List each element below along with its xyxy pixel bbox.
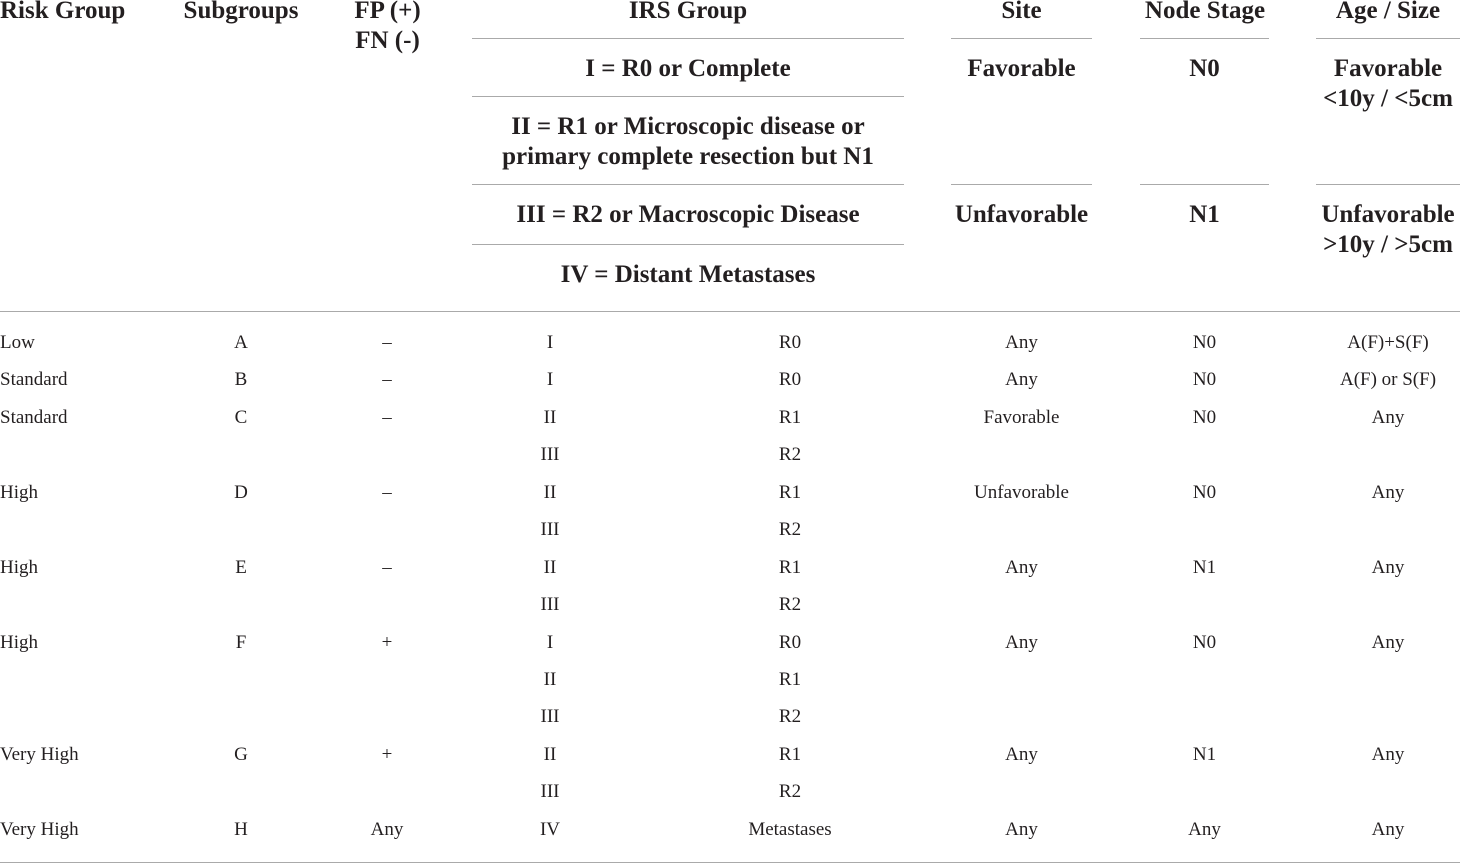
cell-subgroup: C (234, 407, 248, 428)
header-fp-line1: FP (+) (354, 0, 421, 24)
cell-risk-group: Standard (0, 369, 68, 390)
header-bottom-rule (0, 311, 1460, 312)
cell-subgroup: E (235, 557, 247, 578)
irs-rule-3 (472, 184, 904, 185)
cell-irs-group: I (546, 332, 554, 353)
cell-resection: R0 (778, 369, 802, 390)
header-node-stage: Node Stage (1144, 0, 1266, 24)
age-favorable-range: <10y / <5cm (1323, 85, 1453, 112)
cell-age-size: A(F) or S(F) (1339, 369, 1437, 390)
age-rule-1 (1316, 38, 1460, 39)
cell-age-size: Any (1371, 482, 1405, 503)
cell-risk-group: Low (0, 332, 35, 353)
cell-irs-group: II (543, 744, 557, 765)
age-rule-2 (1316, 184, 1460, 185)
cell-age-size: Any (1371, 557, 1405, 578)
cell-age-size: Any (1371, 407, 1405, 428)
cell-site: Favorable (983, 407, 1060, 428)
cell-fp-fn: + (381, 632, 393, 653)
cell-age-size: Any (1371, 819, 1405, 840)
irs-level-1: I = R0 or Complete (585, 55, 791, 82)
cell-subgroup: H (234, 819, 248, 840)
cell-node-stage: N0 (1192, 482, 1217, 503)
irs-level-2a: II = R1 or Microscopic disease or (511, 113, 865, 140)
cell-irs-group: II (543, 669, 557, 690)
header-fp-line2: FN (-) (355, 27, 420, 54)
cell-resection: R0 (778, 632, 802, 653)
cell-risk-group: Very High (0, 744, 79, 765)
cell-age-size: A(F)+S(F) (1347, 332, 1429, 353)
cell-resection: R1 (778, 482, 802, 503)
age-unfavorable: Unfavorable (1321, 201, 1455, 228)
cell-irs-group: II (543, 482, 557, 503)
cell-resection: R1 (778, 669, 802, 690)
site-rule-1 (951, 38, 1092, 39)
cell-resection: R2 (778, 444, 802, 465)
cell-risk-group: High (0, 632, 38, 653)
cell-irs-group: III (540, 781, 560, 802)
age-unfavorable-range: >10y / >5cm (1323, 231, 1453, 258)
cell-resection: R2 (778, 594, 802, 615)
cell-subgroup: G (234, 744, 248, 765)
cell-irs-group: II (543, 407, 557, 428)
cell-resection: Metastases (748, 819, 832, 840)
cell-site: Any (1005, 332, 1038, 353)
cell-node-stage: N0 (1192, 407, 1217, 428)
cell-node-stage: N0 (1192, 632, 1217, 653)
cell-fp-fn: – (382, 332, 392, 353)
cell-risk-group: Standard (0, 407, 68, 428)
cell-resection: R2 (778, 781, 802, 802)
cell-risk-group: Very High (0, 819, 79, 840)
header-age-size: Age / Size (1335, 0, 1441, 24)
cell-site: Any (1005, 557, 1038, 578)
cell-fp-fn: – (382, 369, 392, 390)
cell-node-stage: N0 (1192, 369, 1217, 390)
irs-level-4: IV = Distant Metastases (560, 261, 816, 288)
cell-risk-group: High (0, 557, 38, 578)
cell-resection: R1 (778, 557, 802, 578)
cell-fp-fn: – (382, 482, 392, 503)
cell-resection: R2 (778, 706, 802, 727)
cell-irs-group: III (540, 519, 560, 540)
cell-irs-group: I (546, 369, 554, 390)
cell-subgroup: F (235, 632, 247, 653)
node-n1: N1 (1189, 201, 1220, 228)
header-irs-group: IRS Group (628, 0, 748, 24)
table-bottom-rule (0, 862, 1460, 863)
node-rule-2 (1140, 184, 1269, 185)
cell-fp-fn: Any (370, 819, 404, 840)
cell-node-stage: N0 (1192, 332, 1217, 353)
cell-subgroup: B (234, 369, 248, 390)
cell-risk-group: High (0, 482, 38, 503)
cell-site: Unfavorable (974, 482, 1069, 503)
cell-site: Any (1005, 369, 1038, 390)
header-site: Site (1001, 0, 1042, 24)
cell-irs-group: III (540, 444, 560, 465)
site-rule-2 (951, 184, 1092, 185)
cell-resection: R2 (778, 519, 802, 540)
irs-rule-4 (472, 244, 904, 245)
header-risk-group: Risk Group (0, 0, 126, 24)
irs-level-3: III = R2 or Macroscopic Disease (516, 201, 860, 228)
irs-rule-2 (472, 96, 904, 97)
irs-level-2b: primary complete resection but N1 (502, 143, 874, 170)
cell-site: Any (1005, 632, 1038, 653)
cell-fp-fn: – (382, 407, 392, 428)
node-rule-1 (1140, 38, 1269, 39)
cell-age-size: Any (1371, 744, 1405, 765)
cell-resection: R1 (778, 407, 802, 428)
age-favorable: Favorable (1333, 55, 1443, 82)
cell-irs-group: I (546, 632, 554, 653)
cell-site: Any (1005, 819, 1038, 840)
cell-fp-fn: – (382, 557, 392, 578)
cell-node-stage: Any (1188, 819, 1221, 840)
cell-resection: R1 (778, 744, 802, 765)
header-subgroups: Subgroups (183, 0, 299, 24)
cell-irs-group: III (540, 594, 560, 615)
cell-irs-group: IV (539, 819, 561, 840)
irs-rule-1 (472, 38, 904, 39)
cell-irs-group: II (543, 557, 557, 578)
cell-fp-fn: + (381, 744, 393, 765)
cell-node-stage: N1 (1192, 557, 1217, 578)
site-unfavorable: Unfavorable (954, 201, 1089, 228)
cell-site: Any (1005, 744, 1038, 765)
node-n0: N0 (1189, 55, 1220, 82)
cell-node-stage: N1 (1192, 744, 1217, 765)
cell-subgroup: A (234, 332, 248, 353)
cell-age-size: Any (1371, 632, 1405, 653)
cell-resection: R0 (778, 332, 802, 353)
cell-irs-group: III (540, 706, 560, 727)
cell-subgroup: D (234, 482, 248, 503)
site-favorable: Favorable (967, 55, 1076, 82)
